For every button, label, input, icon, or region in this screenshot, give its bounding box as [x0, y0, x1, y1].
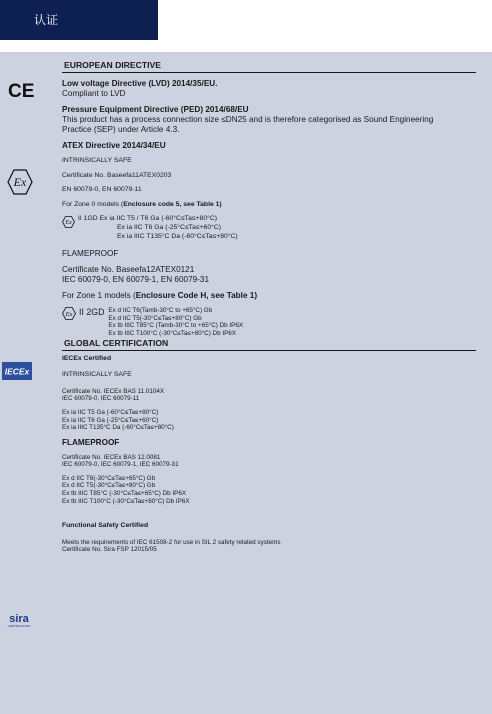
iecex-is-marking-line-1: Ex ia IIC T5 Ga (-60°C≤Ta≤+80°C): [62, 408, 159, 416]
iecex-fp-standards: IEC 60079-0, IEC 60079-1, IEC 60079-31: [62, 461, 179, 469]
svg-text:Ex: Ex: [13, 175, 27, 189]
svg-text:CERTIFICATION: CERTIFICATION: [7, 624, 31, 628]
atex-fp-label: FLAMEPROOF: [62, 249, 119, 259]
atex-is-certificate: Certificate No. Baseefa11ATEX0203: [62, 171, 172, 179]
iecex-is-label: INTRINSICALLY SAFE: [62, 371, 132, 379]
atex-fp-certificate: Certificate No. Baseefa12ATEX0121: [62, 265, 195, 275]
ped-text-line-1: This product has a process connection size ≤DN25 and is therefore categorised as Sound Engineering: [62, 115, 434, 124]
ped-text-line-2: Practice (SEP) under Article 4.3.: [62, 125, 180, 134]
ex-small-icon: [62, 307, 76, 325]
global-certification-heading: GLOBAL CERTIFICATION: [64, 337, 169, 348]
atex-fp-standards: IEC 60079-0, EN 60079-1, EN 60079-31: [62, 275, 210, 285]
atex-ex-icon: [7, 169, 33, 200]
atex-title: ATEX Directive 2014/34/EU: [62, 141, 166, 150]
svg-text:Ex: Ex: [65, 220, 72, 227]
ped-title: Pressure Equipment Directive (PED) 2014/68/EU: [62, 105, 249, 114]
iecex-fp-marking-line-4: Ex tb IIIC T100°C (-30°C≤Ta≤+80°C) Db IP6X: [62, 497, 190, 505]
sira-logo-icon: [3, 612, 35, 633]
svg-text:CE: CE: [8, 81, 35, 102]
iecex-fp-label: FLAMEPROOF: [62, 437, 120, 447]
zone0-note: For Zone 0 models (Enclosure code 5, see Table 1): [62, 200, 222, 208]
atex-is-marking-line-1: II 1GD Ex ia IIC T5 / T6 Ga (-60°C≤Ta≤+80°C): [78, 215, 218, 223]
atex-is-label: INTRINSICALLY SAFE: [62, 157, 132, 164]
zone1-note: For Zone 1 models (Enclosure Code H, see Table 1): [62, 291, 258, 301]
atex-fp-marking-line-3: Ex tb IIIC T85°C (Tamb-30°C to +65°C) Db IP6X: [108, 322, 244, 330]
sira-title: Functional Safety Certified: [62, 522, 149, 530]
lvd-title: Low voltage Directive (LVD) 2014/35/EU.: [62, 79, 218, 88]
section-tab-label: 认证: [34, 13, 59, 27]
atex-is-marking: [62, 215, 480, 241]
iecex-fp-marking-line-3: Ex tb IIIC T85°C (-30°C≤Ta≤+65°C) Db IP6X: [62, 490, 187, 498]
iecex-logo-icon: [2, 362, 32, 380]
european-directive-heading: EUROPEAN DIRECTIVE: [64, 60, 161, 70]
atex-is-marking-line-2: Ex ia IIC T6 Ga (-25°C≤Ta≤+60°C): [117, 223, 221, 231]
atex-fp-marking: [62, 307, 480, 337]
svg-text:sira: sira: [9, 613, 29, 625]
iecex-fp-certificate: Certificate No. IECEx BAS 12.0081: [62, 453, 161, 461]
sira-text: Meets the requirements of IEC 61508-2 for use in SIL 2 safety related systems: [62, 538, 281, 546]
svg-text:IECEx: IECEx: [4, 366, 30, 377]
atex-fp-marking-line-4: Ex tb IIIC T100°C (-30°C≤Ta≤+80°C) Db IP6X: [108, 329, 236, 337]
atex-fp-group: II 2GD: [79, 307, 105, 318]
svg-text:Ex: Ex: [65, 311, 73, 319]
iecex-is-marking-line-2: Ex ia IIC T6 Ga (-25°C≤Ta≤+60°C): [62, 416, 159, 424]
iecex-fp-marking-line-1: Ex d IIC T6(-30°C≤Ta≤+65°C) Gb: [62, 474, 156, 482]
iecex-title: IECEx Certified: [62, 354, 112, 362]
iecex-is-standards: IEC 60079-0, IEC 60079-11: [62, 395, 140, 403]
iecex-is-marking-line-3: Ex ia IIIC T135°C Da (-60°C≤Ta≤+80°C): [62, 424, 174, 432]
section-tab: [0, 0, 158, 40]
atex-fp-marking-line-1: Ex d IIC T6(Tamb-30°C to +65°C) Gb: [108, 307, 213, 315]
atex-fp-marking-line-2: Ex d IIC T5(-30°C≤Ta≤+80°C) Gb: [108, 314, 202, 322]
ce-mark-icon: [8, 80, 35, 105]
certification-content: [62, 52, 480, 554]
iecex-is-certificate: Certificate No. IECEx BAS 11.0104X: [62, 387, 165, 395]
atex-is-marking-line-3: Ex ia IIIC T135°C Da (-60°C≤Ta≤+80°C): [117, 232, 238, 240]
atex-is-standards: EN 60079-0, EN 60079-11: [62, 186, 142, 194]
ex-small-icon: [62, 215, 75, 233]
iecex-fp-marking-line-2: Ex d IIC T5(-30°C≤Ta≤+80°C) Gb: [62, 482, 156, 490]
sira-certificate: Certificate No. Sira FSP 12015/05: [62, 546, 157, 554]
lvd-text: Compliant to LVD: [62, 89, 126, 98]
certification-panel: [0, 52, 492, 714]
